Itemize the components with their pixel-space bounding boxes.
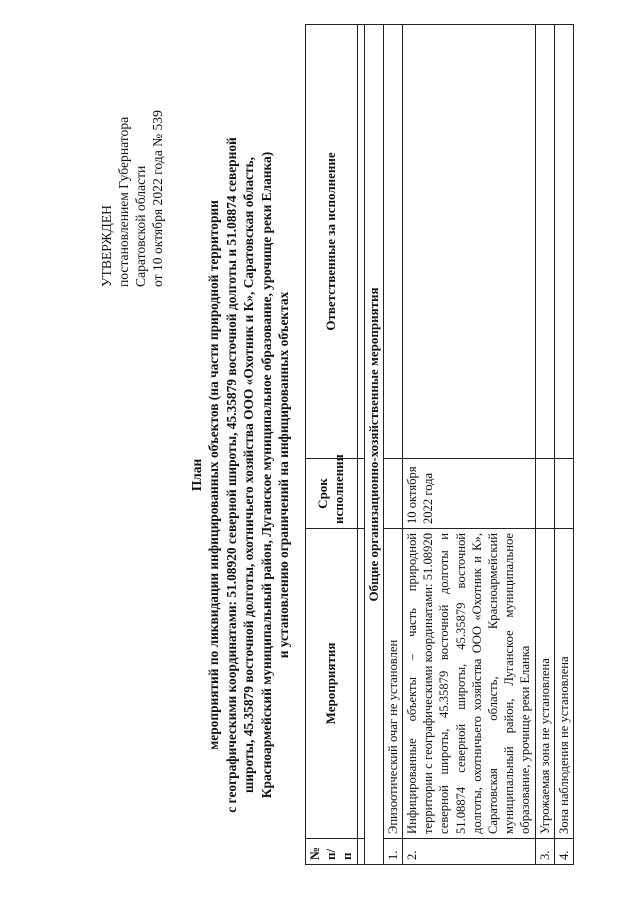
row-measure: Эпизоотический очаг не установлен [383, 529, 402, 839]
heading-line-4: Красноармейский муниципальный район, Луганское муниципальное образование, урочище реки Еланка) [258, 151, 274, 799]
heading-line-5: и установлению ограничений на инфицированных объектах [276, 291, 292, 659]
header-number [306, 839, 358, 865]
row-responsible [403, 25, 536, 459]
row-measure: Угрожаемая зона не установлена [535, 529, 554, 839]
document-heading [188, 85, 292, 865]
measures-table [305, 24, 574, 865]
row-responsible [383, 25, 402, 459]
row-number: 3. [535, 839, 554, 865]
header-term [306, 454, 358, 529]
row-term [535, 459, 554, 529]
heading-line-3: широты, 45.35879 восточной долготы, охотничьего хозяйства ООО «Охотник и К», Саратовская область, [241, 157, 257, 794]
approval-stamp [98, 17, 166, 287]
section-row [364, 25, 383, 865]
row-measure: Зона наблюдения не установлена [554, 529, 573, 839]
section-title: Общие организационно-хозяйственные мероприятия [364, 25, 383, 865]
heading-title: План [189, 458, 204, 492]
row-measure: Инфицированные объекты – часть природной территории с географическими координатами: 51.08920 северной широты, 45.35879 восточной долготы и 51.08874 северной широты, 45.35879 восточной долготы, охотничьего хозяйства ООО «Охотник и К», Саратовская область, Красноармейский муниципальный район, Луганское муниципальное образование, урочище реки Еланка [403, 529, 536, 839]
table-row [403, 25, 536, 865]
heading-line-2: с географическими координатами: 51.08920 северной широты, 45.35879 восточной долготы и 51.08874 северной [223, 137, 239, 813]
table-spacer-row [357, 25, 364, 865]
approval-line-1: постановлением Губернатора [116, 116, 131, 287]
approval-line-3: от 10 октября 2022 года № 539 [150, 110, 165, 287]
header-measures: Мероприятия [306, 529, 358, 839]
table-row [554, 25, 573, 865]
header-term-line-1: Срок [315, 478, 331, 509]
approval-title: УТВЕРЖДЕН [99, 205, 114, 287]
header-number-line-1: № [307, 846, 322, 860]
row-number: 2. [403, 839, 536, 865]
table-row [383, 25, 402, 865]
row-responsible [535, 25, 554, 459]
header-responsible: Ответственные за исполнение [306, 25, 358, 459]
heading-line-1: мероприятий по ликвидации инфицированных объектов (на части природной территории [206, 200, 222, 750]
row-number: 1. [383, 839, 402, 865]
table-header-row [306, 25, 358, 865]
row-term: 10 октября 2022 года [403, 459, 536, 529]
row-number: 4. [554, 839, 573, 865]
header-term-line-2: исполнения [331, 454, 347, 524]
approval-line-2: Саратовской области [133, 165, 148, 287]
table-row [535, 25, 554, 865]
row-responsible [554, 25, 573, 459]
row-term [383, 459, 402, 529]
row-term [554, 459, 573, 529]
header-number-line-2: п/п [323, 848, 355, 860]
